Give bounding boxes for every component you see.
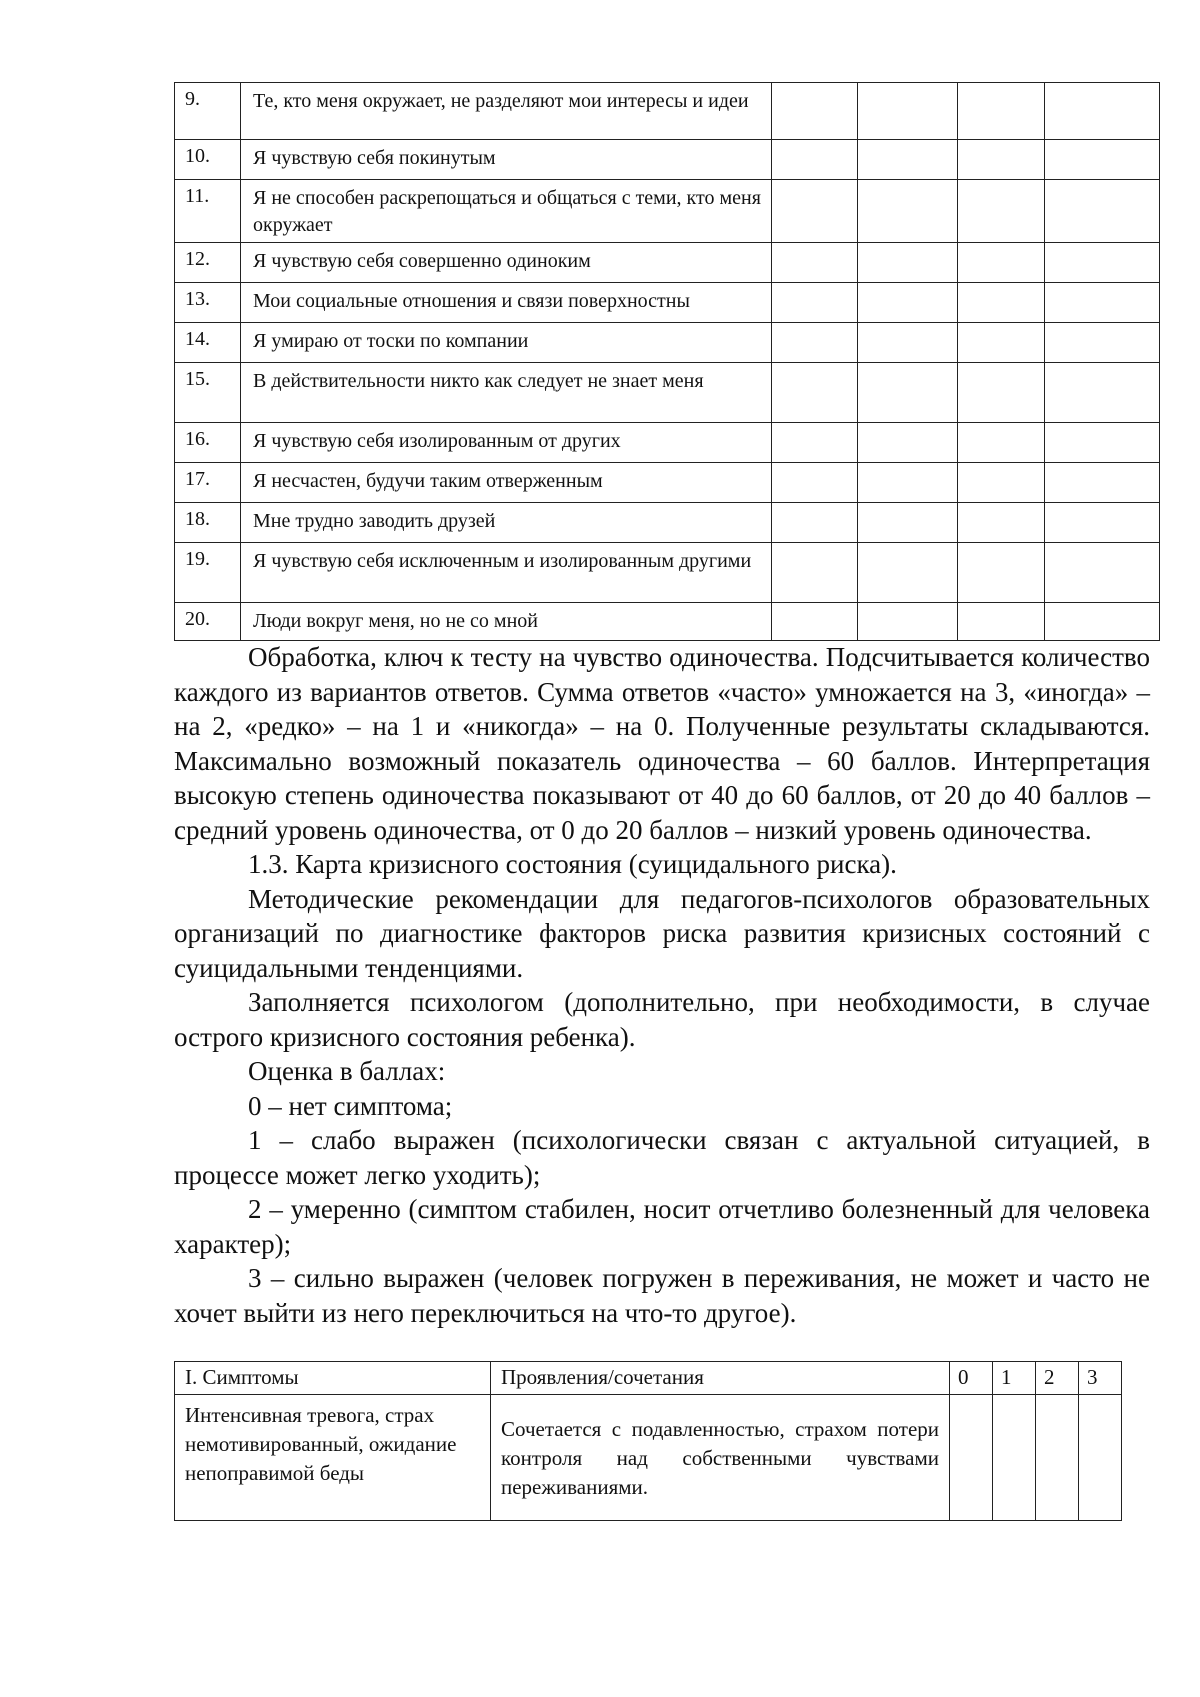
row-number: 11.: [175, 180, 241, 243]
table-row: [175, 363, 1160, 423]
answer-cell[interactable]: [958, 503, 1045, 543]
answer-cell[interactable]: [858, 140, 958, 180]
score-0-description: 0 – нет симптома;: [248, 1090, 453, 1121]
row-number: 10.: [175, 140, 241, 180]
answer-cell[interactable]: [1045, 603, 1160, 641]
answer-cell[interactable]: [958, 180, 1045, 243]
answer-cell[interactable]: [1045, 463, 1160, 503]
symptoms-header: I. Симптомы: [175, 1362, 491, 1395]
answer-cell[interactable]: [1045, 543, 1160, 603]
answer-cell[interactable]: [1045, 503, 1160, 543]
answer-cell[interactable]: [958, 140, 1045, 180]
row-statement: Люди вокруг меня, но не со мной: [241, 603, 772, 641]
answer-cell[interactable]: [958, 283, 1045, 323]
answer-cell[interactable]: [772, 180, 858, 243]
row-number: 20.: [175, 603, 241, 641]
answer-cell[interactable]: [1045, 363, 1160, 423]
table-row: [175, 543, 1160, 603]
answer-cell[interactable]: [772, 83, 858, 140]
answer-cell[interactable]: [958, 83, 1045, 140]
answer-cell[interactable]: [958, 543, 1045, 603]
answer-cell[interactable]: [1045, 83, 1160, 140]
answer-cell[interactable]: [772, 463, 858, 503]
answer-cell[interactable]: [858, 83, 958, 140]
filled-by-paragraph: Заполняется психологом (дополнительно, при необходимости, в случае острого кризисного состояния ребенка).: [174, 987, 1150, 1052]
score-0-header: 0: [950, 1362, 993, 1395]
symptom-text: Интенсивная тревога, страх немотивированный, ожидание непоправимой беды: [185, 1403, 457, 1485]
table-row: [175, 603, 1160, 641]
table-row: [175, 243, 1160, 283]
row-statement: Я не способен раскрепощаться и общаться с теми, кто меня окружает: [241, 180, 772, 243]
answer-cell[interactable]: [858, 323, 958, 363]
score-0-cell[interactable]: [950, 1395, 993, 1521]
answer-cell[interactable]: [772, 243, 858, 283]
answer-cell[interactable]: [958, 323, 1045, 363]
answer-cell[interactable]: [772, 603, 858, 641]
loneliness-questionnaire-table: [174, 82, 1160, 641]
answer-cell[interactable]: [1045, 140, 1160, 180]
section-heading: 1.3. Карта кризисного состояния (суицидального риска).: [248, 849, 897, 879]
row-statement: Я чувствую себя исключенным и изолированным другими: [241, 543, 772, 603]
score-1-header: 1: [993, 1362, 1036, 1395]
methodology-paragraph: Методические рекомендации для педагогов-психологов образовательных организаций по диагностике факторов риска развития кризисных состояний с суицидальными тенденциями.: [174, 883, 1150, 983]
row-statement: Я умираю от тоски по компании: [241, 323, 772, 363]
score-3-header: 3: [1079, 1362, 1122, 1395]
table-row: [175, 83, 1160, 140]
score-3-cell[interactable]: [1079, 1395, 1122, 1521]
score-2-cell[interactable]: [1036, 1395, 1079, 1521]
answer-cell[interactable]: [1045, 323, 1160, 363]
row-statement: В действительности никто как следует не знает меня: [241, 363, 772, 423]
answer-cell[interactable]: [858, 180, 958, 243]
answer-cell[interactable]: [858, 503, 958, 543]
symptoms-table: [174, 1361, 1122, 1521]
score-1-description: 1 – слабо выражен (психологически связан с актуальной ситуацией, в процессе может легко уходить);: [174, 1125, 1150, 1190]
table-row: [175, 180, 1160, 243]
document-body: [174, 640, 1150, 1330]
manifestations-header: Проявления/сочетания: [491, 1362, 950, 1395]
row-number: 14.: [175, 323, 241, 363]
score-2-description: 2 – умеренно (симптом стабилен, носит отчетливо болезненный для человека характер);: [174, 1194, 1150, 1259]
answer-cell[interactable]: [958, 603, 1045, 641]
row-statement: Мои социальные отношения и связи поверхностны: [241, 283, 772, 323]
answer-cell[interactable]: [772, 363, 858, 423]
row-number: 13.: [175, 283, 241, 323]
table-row: [175, 503, 1160, 543]
row-statement: Я чувствую себя совершенно одиноким: [241, 243, 772, 283]
score-3-description: 3 – сильно выражен (человек погружен в переживания, не может и часто не хочет выйти из него переключиться на что-то другое).: [174, 1263, 1150, 1328]
answer-cell[interactable]: [858, 243, 958, 283]
scoring-heading: Оценка в баллах:: [248, 1056, 446, 1086]
table-row: [175, 423, 1160, 463]
row-number: 12.: [175, 243, 241, 283]
answer-cell[interactable]: [772, 323, 858, 363]
table-row: [175, 1395, 1122, 1521]
row-statement: Те, кто меня окружает, не разделяют мои интересы и идеи: [241, 83, 772, 140]
answer-cell[interactable]: [1045, 180, 1160, 243]
row-number: 18.: [175, 503, 241, 543]
answer-cell[interactable]: [958, 243, 1045, 283]
row-statement: Мне трудно заводить друзей: [241, 503, 772, 543]
row-statement: Я чувствую себя покинутым: [241, 140, 772, 180]
table-row: [175, 323, 1160, 363]
answer-cell[interactable]: [858, 363, 958, 423]
answer-cell[interactable]: [858, 463, 958, 503]
answer-cell[interactable]: [772, 503, 858, 543]
answer-cell[interactable]: [772, 423, 858, 463]
manifestation-cell: Сочетается с подавленностью, страхом потери контроля над собственными чувствами переживаниями.: [491, 1395, 950, 1521]
table-row: [175, 283, 1160, 323]
answer-cell[interactable]: [1045, 243, 1160, 283]
answer-cell[interactable]: [1045, 283, 1160, 323]
row-number: 19.: [175, 543, 241, 603]
row-number: 9.: [175, 83, 241, 140]
answer-cell[interactable]: [772, 283, 858, 323]
answer-cell[interactable]: [858, 603, 958, 641]
answer-cell[interactable]: [772, 140, 858, 180]
answer-cell[interactable]: [1045, 423, 1160, 463]
row-number: 16.: [175, 423, 241, 463]
row-number: 15.: [175, 363, 241, 423]
answer-cell[interactable]: [858, 423, 958, 463]
answer-cell[interactable]: [858, 283, 958, 323]
answer-cell[interactable]: [772, 543, 858, 603]
score-2-header: 2: [1036, 1362, 1079, 1395]
table-row: [175, 463, 1160, 503]
score-1-cell[interactable]: [993, 1395, 1036, 1521]
table-header-row: [175, 1362, 1122, 1395]
answer-cell[interactable]: [958, 463, 1045, 503]
answer-cell[interactable]: [858, 543, 958, 603]
row-number: 17.: [175, 463, 241, 503]
row-statement: Я чувствую себя изолированным от других: [241, 423, 772, 463]
answer-cell[interactable]: [958, 423, 1045, 463]
table-row: [175, 140, 1160, 180]
row-statement: Я несчастен, будучи таким отверженным: [241, 463, 772, 503]
symptom-cell: [175, 1395, 491, 1521]
processing-key-paragraph: Обработка, ключ к тесту на чувство одиночества. Подсчитывается количество каждого из вариантов ответов. Сумма ответов «часто» умножается на 3, «иногда» – на 2, «редко» – на 1 и «никогда» – на 0. Полученные результаты складываются. Максимально возможный показатель одиночества – 60 баллов. Интерпретация высокую степень одиночества показывают от 40 до 60 баллов, от 20 до 40 баллов – средний уровень одиночества, от 0 до 20 баллов – низкий уровень одиночества.: [174, 642, 1150, 845]
answer-cell[interactable]: [958, 363, 1045, 423]
